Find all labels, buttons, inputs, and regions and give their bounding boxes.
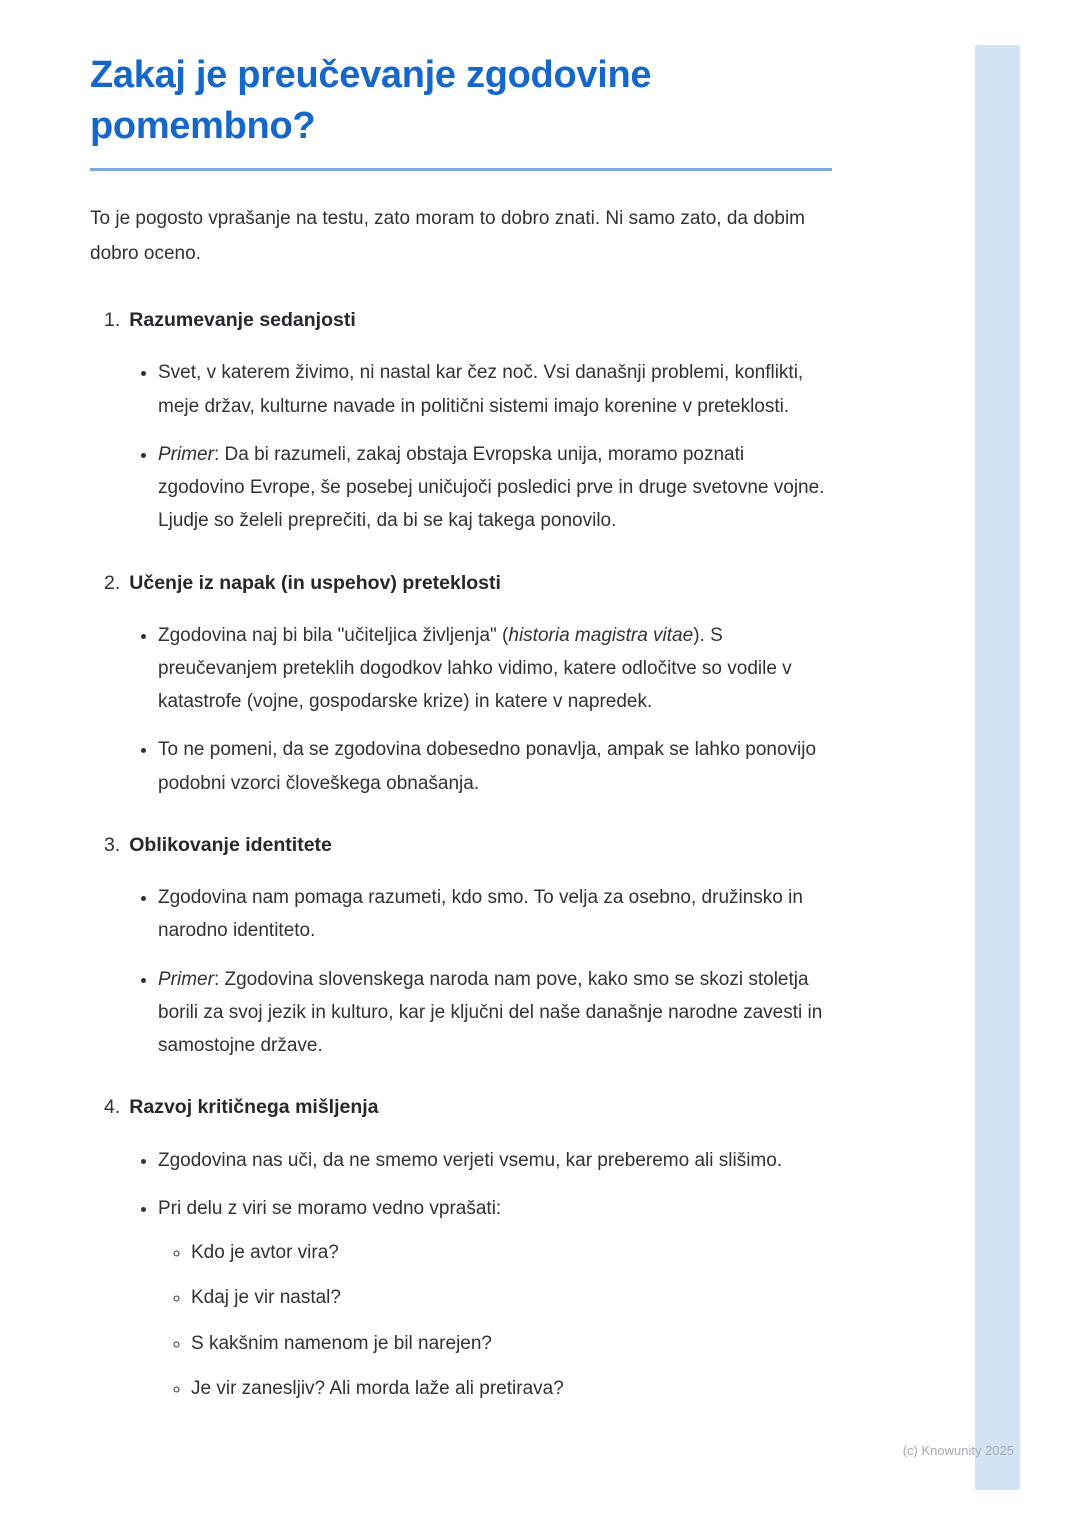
bullet-list xyxy=(90,1144,832,1406)
section-number: 1. xyxy=(104,309,121,332)
section-heading-row xyxy=(90,830,832,861)
bullet-item xyxy=(158,881,832,948)
bullet-text: Primer: Da bi razumeli, zakaj obstaja Evropska unija, moramo poznati zgodovino Evrope, še posebej uničujoči posledici prve in druge svetovne vojne. Ljudje so želeli preprečiti, da bi se kaj takega ponovilo. xyxy=(158,443,825,532)
bullet-text: Primer: Zgodovina slovenskega naroda nam pove, kako smo se skozi stoletja borili za svoj jezik in kulturo, kar je ključni del naše današnje narodne zavesti in samostojne države. xyxy=(158,968,823,1057)
bullet-item xyxy=(158,356,832,423)
section-3 xyxy=(90,830,832,1062)
section-4 xyxy=(90,1092,832,1405)
section-heading: Razvoj kritičnega mišljenja xyxy=(129,1096,379,1119)
bullet-text: Svet, v katerem živimo, ni nastal kar čez noč. Vsi današnji problemi, konflikti, meje držav, kulturne navade in politični sistemi imajo korenine v preteklosti. xyxy=(158,362,804,417)
bullet-text: Zgodovina naj bi bila "učiteljica življenja" (historia magistra vitae). S preučevanjem preteklih dogodkov lahko vidimo, katere odločitve so vodile v katastrofe (vojne, gospodarske krize) in katere v napredek. xyxy=(158,624,792,713)
sub-item: ◦ Kdo je avtor vira? xyxy=(191,1237,832,1269)
section-number: 2. xyxy=(104,571,121,594)
section-number: 3. xyxy=(104,833,121,856)
section-heading: Oblikovanje identitete xyxy=(129,833,332,856)
title-rule xyxy=(90,168,832,171)
bullet-item xyxy=(158,963,832,1063)
section-heading-row xyxy=(90,305,832,336)
bullet-list xyxy=(90,881,832,1062)
section-number: 4. xyxy=(104,1096,121,1119)
sub-list xyxy=(158,1237,832,1405)
side-strip xyxy=(975,45,1020,1490)
intro-paragraph: To je pogosto vprašanje na testu, zato moram to dobro znati. Ni samo zato, da dobim dobro oceno. xyxy=(90,207,805,264)
section-2 xyxy=(90,568,832,800)
bullet-item xyxy=(158,1144,832,1177)
sub-item: ◦ Kdaj je vir nastal? xyxy=(191,1282,832,1314)
bullet-text: Zgodovina nam pomaga razumeti, kdo smo. To velja za osebno, družinsko in narodno identiteto. xyxy=(158,887,803,942)
sub-item: ◦ Je vir zanesljiv? Ali morda laže ali pretirava? xyxy=(191,1373,832,1405)
bullet-item xyxy=(158,1192,832,1405)
bullet-text: Zgodovina nas uči, da ne smemo verjeti vsemu, kar preberemo ali slišimo. xyxy=(158,1149,783,1171)
section-heading: Učenje iz napak (in uspehov) preteklosti xyxy=(129,571,501,594)
page-title: Zakaj je preučevanje zgodovine pomembno? xyxy=(90,54,652,147)
bullet-item xyxy=(158,619,832,719)
bullet-list xyxy=(90,356,832,537)
section-heading-row xyxy=(90,1092,832,1123)
bullet-text: To ne pomeni, da se zgodovina dobesedno ponavlja, ampak se lahko ponovijo podobni vzorci človeškega obnašanja. xyxy=(158,739,817,794)
document-page xyxy=(90,50,832,1435)
bullet-text: Pri delu z viri se moramo vedno vprašati: xyxy=(158,1197,502,1219)
bullet-item xyxy=(158,733,832,800)
section-heading: Razumevanje sedanjosti xyxy=(129,309,356,332)
bullet-list xyxy=(90,619,832,800)
footer-credit: (c) Knowunity 2025 xyxy=(902,1443,1014,1458)
sub-item: ◦ S kakšnim namenom je bil narejen? xyxy=(191,1328,832,1360)
bullet-item xyxy=(158,438,832,538)
section-1 xyxy=(90,305,832,537)
section-heading-row xyxy=(90,568,832,599)
